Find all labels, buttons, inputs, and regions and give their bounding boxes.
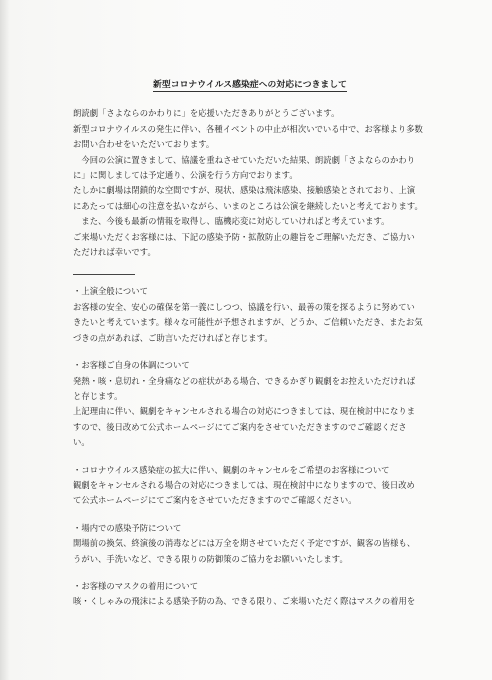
intro-paragraph-2: 今回の公演に置きまして、協議を重ねさせていただいた結果、朗読劇「さよならのかわりに」に関しましては予定通り、公演を行う方向でおります。 たしかに劇場は閉鎖的な空間ですが、現状、感染は飛沫感染、接触感染とされており、上演にあたっては細心の注意を払いながら、いまのところは公演を継続したいと考えております。	[73, 154, 423, 211]
section-heading: ・上演全般について	[73, 286, 148, 297]
section-separator-line	[73, 274, 135, 275]
section-heading: ・場内での感染予防について	[73, 522, 182, 533]
document-content	[73, 78, 423, 622]
document-title	[73, 78, 423, 93]
page-edge-shadow	[0, 0, 10, 680]
section-customer-health	[73, 358, 423, 450]
section-heading: ・コロナウイルス感染症の拡大に伴い、観劇のキャンセルをご希望のお客様について	[73, 464, 390, 475]
intro-paragraph-3: また、今後も最新の情報を取得し、臨機応変に対応していければと考えています。 ご来場いただくお客様には、下記の感染予防・拡散防止の趣旨をご理解いただき、ご協力いただければ幸いです。	[73, 216, 415, 258]
section-cancellation	[73, 463, 423, 509]
section-mask	[73, 579, 423, 610]
section-heading: ・お客様ご自身の体調について	[73, 360, 190, 371]
section-body: 観劇をキャンセルされる場合の対応につきましては、現在検討中になりますので、後日改めて公式ホームページにてご案内をさせていただきますのでご確認ください。	[73, 479, 415, 506]
section-body: お客様の安全、安心の確保を第一義にしつつ、協議を行い、最善の策を探るように努めていきたいと考えています。様々な可能性が予想されますが、どうか、ご信頼いただき、またお気づきの点があれば、ご助言いただければと存じます。	[73, 301, 423, 343]
document-title-text: 新型コロナウイルス感染症への対応につきまして	[153, 80, 347, 90]
section-venue-prevention	[73, 521, 423, 567]
section-body: 咳・くしゃみの飛沫による感染予防の為、できる限り、ご来場いただく際はマスクの着用を	[73, 596, 416, 607]
intro-paragraph-1: 朗読劇「さよならのかわりに」を応援いただきありがとうございます。 新型コロナウイルスの発生に伴い、各種イベントの中止が相次いでいる中で、お客様より多数お問い合わせをいただいております。	[73, 108, 423, 150]
section-body: 発熱・咳・息切れ・全身痛などの症状がある場合、できるかぎり観劇をお控えいただければと存じます。 上記理由に伴い、観劇をキャンセルされる場合の対応につきましては、現在検討中になりますので、後日改めて公式ホームページにてご案内をさせていただきますのでご確認ください。	[73, 375, 416, 448]
section-performance-general	[73, 284, 423, 346]
section-body: 開場前の換気、終演後の消毒などには万全を期させていただく予定ですが、観客の皆様も、うがい、手洗いなど、できる限りの防御策のご協力をお願いいたします。	[73, 538, 416, 564]
section-heading: ・お客様のマスクの着用について	[73, 580, 199, 591]
